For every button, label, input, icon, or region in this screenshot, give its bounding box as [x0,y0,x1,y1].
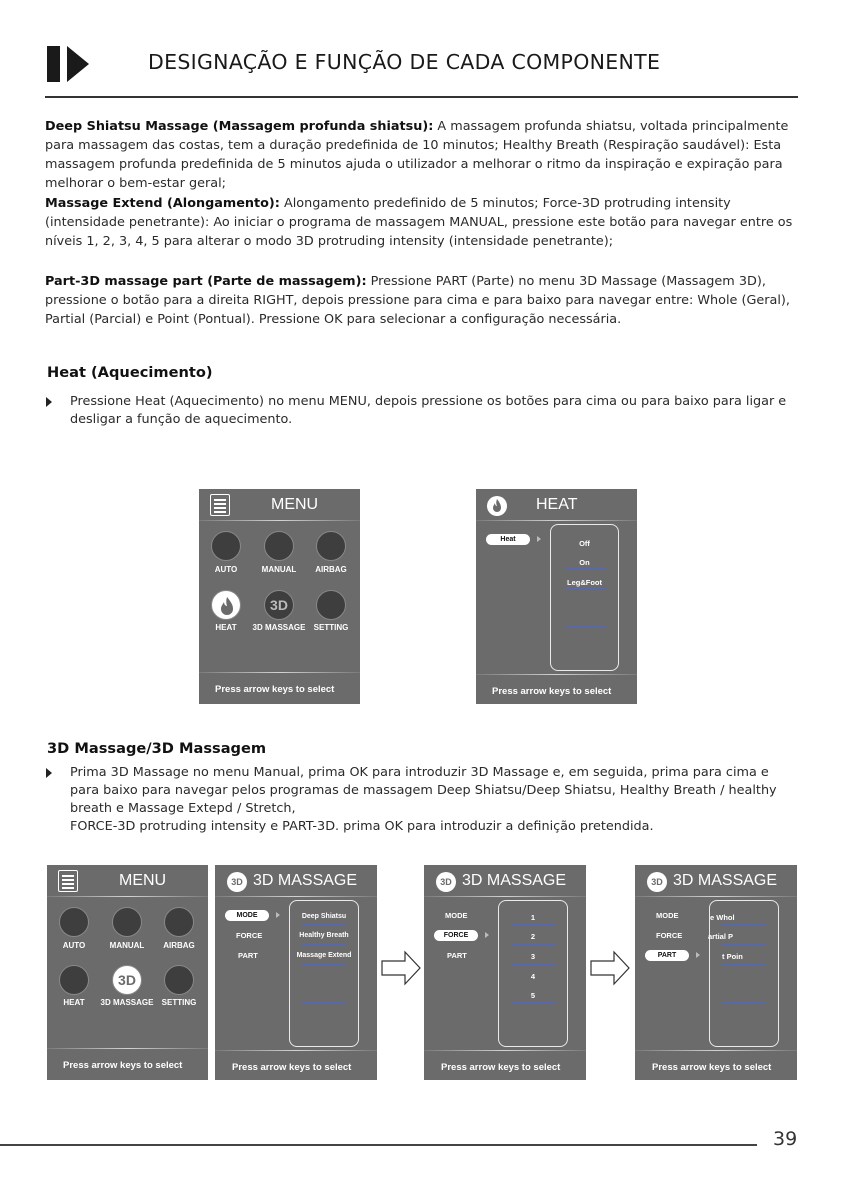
force-option-4[interactable]: 4 [530,972,536,981]
airbag-icon[interactable] [164,907,194,937]
heat-bullet [45,393,797,429]
screen-divider [424,896,586,897]
part-label[interactable]: PART [447,951,467,960]
screen-divider [199,672,360,673]
menu-label-heat: HEAT [63,998,85,1007]
3d-massage-section-title: 3D Massage/3D Massagem [47,740,267,757]
force-option-3[interactable]: 3 [530,952,536,961]
option-divider [302,983,346,984]
menu-label-airbag: AIRBAG [163,941,195,950]
screen-footer: Press arrow keys to select [492,686,612,697]
paragraph-heading: Massage Extend (Alongamento): [45,196,280,211]
menu-screen-title: MENU [119,872,167,889]
option-divider [565,568,605,569]
part-option-whole[interactable]: e Whol [710,913,735,922]
heat-screen-title: HEAT [536,496,578,513]
bullet-arrow-icon [46,768,52,778]
flow-arrow-icon [381,950,421,986]
screen-footer: Press arrow keys to select [652,1062,772,1073]
option-divider [511,983,555,984]
option-divider [511,944,555,945]
force-options-box [498,900,568,1047]
menu-label-auto: AUTO [62,941,86,950]
part-option-point[interactable]: t Poin [722,952,743,961]
force-label[interactable]: FORCE [236,931,263,940]
screen-divider [215,1050,377,1051]
manual-icon[interactable] [264,531,294,561]
menu-label-setting: SETTING [161,998,197,1007]
heat-options-box [550,524,619,671]
heat-section-title: Heat (Aquecimento) [47,364,213,381]
option-divider [565,626,605,627]
header-divider [45,96,798,98]
3d-massage-screen-title: 3D MASSAGE [462,872,567,889]
option-divider [722,1002,766,1003]
option-divider [511,924,555,925]
menu-label-3d-massage: 3D MASSAGE [252,623,306,632]
screen-divider [47,896,208,897]
menu-list-icon [210,494,230,516]
option-divider [722,964,766,965]
menu-label-auto: AUTO [214,565,238,574]
option-divider [302,964,346,965]
screen-divider [215,896,377,897]
heat-screen [476,489,637,704]
option-divider [511,1002,555,1003]
right-arrow-icon [537,536,541,542]
3d-badge-icon: 3D [436,872,456,892]
heat-option-on[interactable]: On [579,558,590,567]
screen-divider [476,520,637,521]
3d-massage-bullet-text-2: FORCE-3D protruding intensity e PART-3D. prima OK para introduzir a definição pretendida. [70,819,654,834]
3d-massage-screen-mode [215,865,377,1080]
option-divider [722,944,766,945]
mode-selected-pill[interactable]: MODE [225,910,269,921]
option-divider [302,1021,346,1022]
bullet-arrow-icon [46,397,52,407]
part-label[interactable]: PART [238,951,258,960]
menu-screen-title: MENU [271,496,319,513]
3d-badge-icon: 3D [647,872,667,892]
3d-massage-bullet [45,764,797,836]
screen-footer: Press arrow keys to select [232,1062,352,1073]
screen-divider [424,1050,586,1051]
section-marker-icon [47,46,89,82]
menu-label-3d-massage: 3D MASSAGE [100,998,154,1007]
airbag-icon[interactable] [316,531,346,561]
heat-option-legfoot[interactable]: Leg&Foot [567,578,602,587]
right-arrow-icon [696,952,700,958]
auto-icon[interactable] [59,907,89,937]
part-option-partial[interactable]: artial P [708,932,734,941]
3d-massage-screen-title: 3D MASSAGE [673,872,778,889]
option-divider [302,1002,346,1003]
3d-massage-icon[interactable]: 3D [112,965,142,995]
menu-label-manual: MANUAL [109,941,145,950]
paragraph-deep-shiatsu [45,117,797,193]
force-selected-pill[interactable]: FORCE [434,930,478,941]
mode-option-healthy-breath[interactable]: Healthy Breath [299,932,349,939]
mode-label[interactable]: MODE [445,911,468,920]
heat-bullet-text: Pressione Heat (Aquecimento) no menu MENU, depois pressione os botões para cima ou para baixo para ligar e desligar a função de aquecimento. [70,394,787,427]
part-options-box [709,900,779,1047]
screen-divider [47,1048,208,1049]
option-divider [565,645,605,646]
footer-divider [0,1144,757,1146]
menu-screen [199,489,360,704]
flow-arrow-icon [590,950,630,986]
option-divider [302,924,346,925]
force-option-1[interactable]: 1 [530,913,536,922]
right-arrow-icon [485,932,489,938]
heat-flame-icon [487,496,507,516]
setting-gear-icon[interactable] [316,590,346,620]
paragraph-massage-extend [45,194,797,251]
option-divider [302,944,346,945]
3d-massage-bullet-text: Prima 3D Massage no menu Manual, prima OK para introduzir 3D Massage e, em seguida, prima para cima e para baixo para navegar pelos programas de massagem Deep Shiatsu/Deep Shiatsu, Healthy Breath / healthy breath e Massage Extepd / Stretch, [70,765,777,816]
menu-label-setting: SETTING [313,623,349,632]
mode-option-massage-extend[interactable]: Massage Extend [296,952,352,959]
screen-divider [199,520,360,521]
menu-label-airbag: AIRBAG [315,565,347,574]
screen-footer: Press arrow keys to select [63,1060,183,1071]
force-option-5[interactable]: 5 [530,991,536,1000]
option-divider [565,588,605,589]
screen-divider [476,674,637,675]
mode-label[interactable]: MODE [656,911,679,920]
option-divider [511,964,555,965]
paragraph-body: Pressione PART (Parte) no menu 3D Massage (Massagem 3D), pressione o botão para a direita RIGHT, depois pressione para cima e para baixo para navegar entre: Whole (Geral), Partial (Parcial) e Point (Pontual). Pressione OK para selecionar a configuração necessária. [45,274,790,327]
menu-label-manual: MANUAL [261,565,297,574]
heat-option-off[interactable]: Off [579,539,590,548]
manual-icon[interactable] [112,907,142,937]
heat-icon[interactable] [211,590,241,620]
option-divider [565,607,605,608]
screen-divider [635,1050,797,1051]
menu-list-icon [58,870,78,892]
paragraph-body: Alongamento predefinido de 5 minutos; Force-3D protruding intensity (intensidade penetrante): Ao iniciar o programa de massagem MANUAL, pressione este botão para navegar entre os níveis 1, 2, 3, 4, 5 para alterar o modo 3D protruding intensity (intensidade penetrante); [45,196,793,249]
page-title: DESIGNAÇÃO E FUNÇÃO DE CADA COMPONENTE [148,50,661,74]
auto-icon[interactable] [211,531,241,561]
option-divider [722,1021,766,1022]
3d-massage-icon[interactable]: 3D [264,590,294,620]
option-divider [722,983,766,984]
screen-footer: Press arrow keys to select [441,1062,561,1073]
3d-massage-screen-part [635,865,797,1080]
paragraph-body: A massagem profunda shiatsu, voltada principalmente para massagem das costas, tem a duração predefinida de 10 minutos; Healthy Breath (Respiração saudável): Esta massagem profunda predefinida de 5 minutos ajuda o utilizador a melhorar o ritmo da inspiração e expiração para melhorar o bem-estar geral; [45,119,789,191]
heat-icon[interactable] [59,965,89,995]
screen-divider [635,896,797,897]
page-number: 39 [773,1128,798,1150]
3d-massage-screen-force [424,865,586,1080]
screen-footer: Press arrow keys to select [215,684,335,695]
paragraph-heading: Deep Shiatsu Massage (Massagem profunda shiatsu): [45,119,434,134]
part-selected-pill[interactable]: PART [645,950,689,961]
3d-badge-icon: 3D [227,872,247,892]
force-option-2[interactable]: 2 [530,932,536,941]
mode-options-box [289,900,359,1047]
paragraph-part-3d [45,272,797,329]
setting-gear-icon[interactable] [164,965,194,995]
menu-screen-2 [47,865,208,1080]
force-label[interactable]: FORCE [656,931,683,940]
right-arrow-icon [276,912,280,918]
paragraph-heading: Part-3D massage part (Parte de massagem): [45,274,367,289]
option-divider [511,1021,555,1022]
option-divider [565,549,605,550]
heat-selected-pill[interactable]: Heat [486,534,530,545]
option-divider [722,924,766,925]
menu-label-heat: HEAT [215,623,237,632]
3d-massage-screen-title: 3D MASSAGE [253,872,358,889]
mode-option-deep-shiatsu[interactable]: Deep Shiatsu [301,913,347,920]
